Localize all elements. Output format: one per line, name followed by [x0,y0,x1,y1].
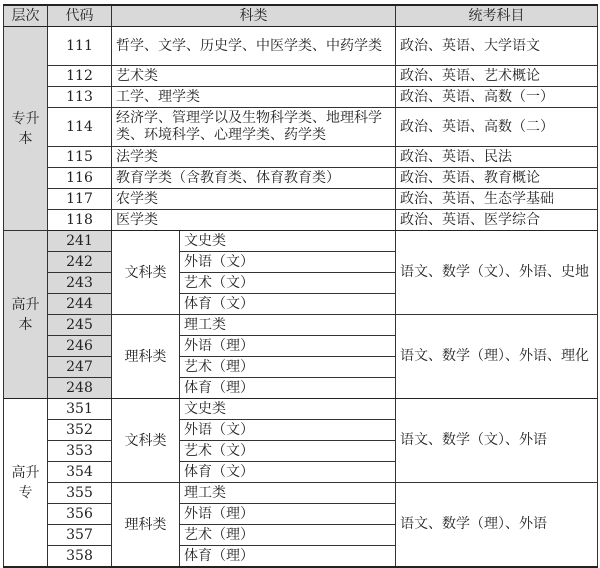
group-cell: 理科类 [112,315,180,399]
subject-cell: 外语（文） [180,252,396,273]
subject-cell: 外语（理） [180,336,396,357]
subject-cell: 理工类 [180,483,396,504]
table-row [4,168,598,189]
exam-subjects-table [3,4,598,568]
subject-cell: 经济学、管理学以及生物科学类、地理科学类、环境科学、心理学类、药学类 [112,108,396,147]
subject-cell: 体育（理） [180,378,396,399]
exam-cell: 政治、英语、医学综合 [396,210,598,231]
header-exam: 统考科目 [396,5,598,27]
code-cell: 245 [48,315,112,336]
subject-cell: 艺术（文） [180,273,396,294]
table-row [4,231,598,252]
subject-cell: 教育学类（含教育类、体育教育类） [112,168,396,189]
subject-cell: 法学类 [112,147,396,168]
code-cell: 248 [48,378,112,399]
subject-cell: 农学类 [112,189,396,210]
header-code: 代码 [48,5,112,27]
exam-cell: 政治、英语、民法 [396,147,598,168]
subject-cell: 文史类 [180,231,396,252]
code-cell: 358 [48,546,112,568]
code-cell: 357 [48,525,112,546]
subject-cell: 理工类 [180,315,396,336]
code-cell: 356 [48,504,112,525]
table-row [4,315,598,336]
code-cell: 353 [48,441,112,462]
subject-cell: 艺术类 [112,66,396,87]
exam-cell: 语文、数学（文）、外语、史地 [396,231,598,315]
subject-cell: 体育（理） [180,546,396,568]
header-subject: 科类 [112,5,396,27]
level-cell-zhuanshengben: 专升本 [4,27,48,231]
table-row [4,66,598,87]
subject-cell: 文史类 [180,399,396,420]
code-cell: 246 [48,336,112,357]
table-row [4,27,598,66]
code-cell: 351 [48,399,112,420]
subject-cell: 医学类 [112,210,396,231]
group-cell: 文科类 [112,399,180,483]
code-cell: 247 [48,357,112,378]
group-cell: 文科类 [112,231,180,315]
table-row [4,189,598,210]
table-row [4,399,598,420]
subject-cell: 外语（理） [180,504,396,525]
code-cell: 111 [48,27,112,66]
code-cell: 243 [48,273,112,294]
code-cell: 355 [48,483,112,504]
header-level: 层次 [4,5,48,27]
subject-cell: 艺术（文） [180,441,396,462]
code-cell: 242 [48,252,112,273]
subject-cell: 艺术（理） [180,357,396,378]
code-cell: 114 [48,108,112,147]
code-cell: 116 [48,168,112,189]
code-cell: 115 [48,147,112,168]
table-row [4,483,598,504]
code-cell: 352 [48,420,112,441]
table-row [4,108,598,147]
code-cell: 354 [48,462,112,483]
level-cell-gaoshengzhuan: 高升专 [4,399,48,568]
exam-cell: 语文、数学（理）、外语、理化 [396,315,598,399]
subject-cell: 体育（文） [180,462,396,483]
group-cell: 理科类 [112,483,180,568]
exam-cell: 政治、英语、高数（一） [396,87,598,108]
code-cell: 113 [48,87,112,108]
subject-cell: 外语（文） [180,420,396,441]
header-row [4,5,598,27]
exam-cell: 语文、数学（文）、外语 [396,399,598,483]
exam-cell: 语文、数学（理）、外语 [396,483,598,568]
exam-cell: 政治、英语、高数（二） [396,108,598,147]
code-cell: 118 [48,210,112,231]
subject-cell: 艺术（理） [180,525,396,546]
code-cell: 112 [48,66,112,87]
code-cell: 244 [48,294,112,315]
table-row [4,147,598,168]
exam-cell: 政治、英语、生态学基础 [396,189,598,210]
subject-cell: 工学、理学类 [112,87,396,108]
level-cell-gaoshengben: 高升本 [4,231,48,399]
subject-cell: 体育（文） [180,294,396,315]
exam-cell: 政治、英语、大学语文 [396,27,598,66]
table-row [4,210,598,231]
exam-cell: 政治、英语、艺术概论 [396,66,598,87]
code-cell: 241 [48,231,112,252]
exam-cell: 政治、英语、教育概论 [396,168,598,189]
subject-cell: 哲学、文学、历史学、中医学类、中药学类 [112,27,396,66]
code-cell: 117 [48,189,112,210]
table-row [4,87,598,108]
